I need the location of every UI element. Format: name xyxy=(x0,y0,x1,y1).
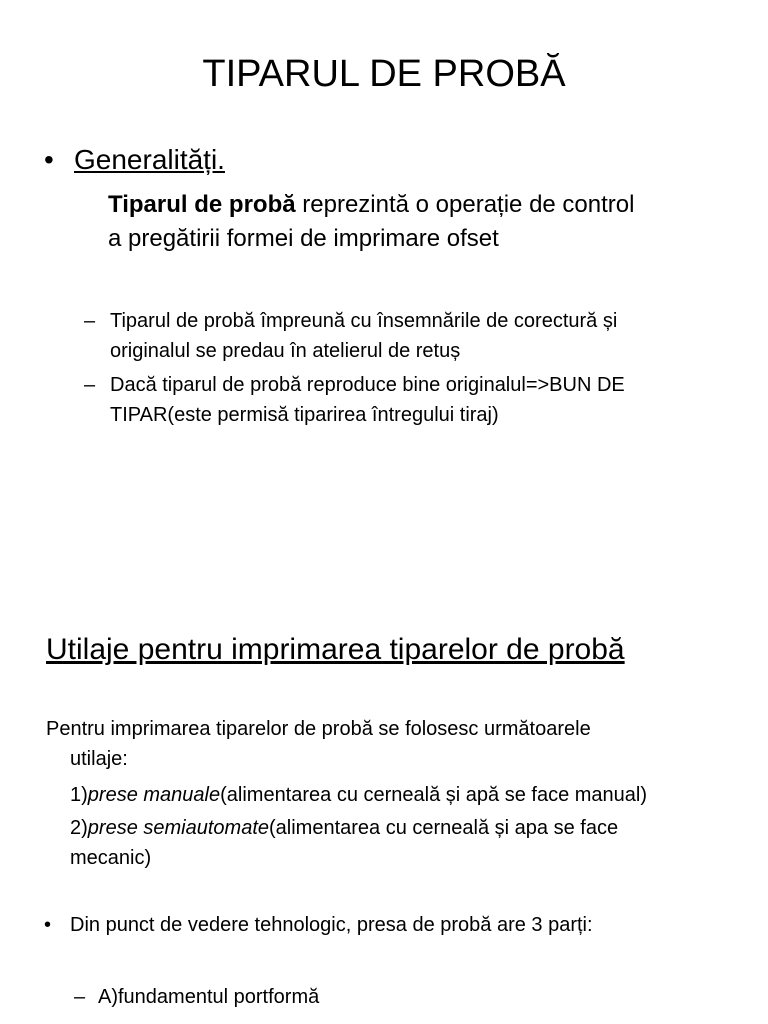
dash-item-line: TIPAR(este permisă tiparirea întregului tiraj) xyxy=(110,404,499,426)
numbered-item xyxy=(70,780,730,810)
bullet-dot: • xyxy=(44,914,52,936)
definition-term: Tiparul de probă xyxy=(108,191,296,218)
dash-mark: – xyxy=(84,374,96,396)
item-number: 2) xyxy=(70,817,88,839)
slide2-title: Utilaje pentru imprimarea tiparelor de probă xyxy=(46,633,625,666)
bullet-presa-parti xyxy=(44,910,593,940)
section-heading: Generalități. xyxy=(74,144,225,175)
intro-line: utilaje: xyxy=(70,748,128,770)
bullet-dot: • xyxy=(44,144,54,175)
dash-item-line: Tiparul de probă împreună cu însemnările de corectură și xyxy=(110,310,618,332)
item-term: prese semiautomate xyxy=(87,817,269,839)
dash-item-text: A)fundamentul portformă xyxy=(98,986,320,1008)
dash-list-item xyxy=(84,306,734,366)
dash-item-line: originalul se predau în atelierul de retuș xyxy=(110,340,461,362)
dash-list-item xyxy=(84,370,734,430)
bullet-generalitati xyxy=(44,140,225,180)
definition-text: reprezintă o operație de control xyxy=(295,191,635,218)
intro-line: Pentru imprimarea tiparelor de probă se folosesc următoarele xyxy=(46,718,591,740)
slide1-title: TIPARUL DE PROBĂ xyxy=(202,53,566,95)
intro-paragraph xyxy=(46,714,726,774)
numbered-item xyxy=(70,813,730,873)
item-text: (alimentarea cu cerneală și apa se face xyxy=(269,817,619,839)
dash-mark: – xyxy=(84,310,96,332)
dash-item-line: Dacă tiparul de probă reproduce bine originalul=>BUN DE xyxy=(110,374,625,396)
item-text-line2: mecanic) xyxy=(70,847,152,869)
item-text: (alimentarea cu cerneală și apă se face manual) xyxy=(220,784,648,806)
item-term: prese manuale xyxy=(87,784,221,806)
dash-list-item xyxy=(74,982,319,1012)
bullet-text: Din punct de vedere tehnologic, presa de probă are 3 parți: xyxy=(70,914,593,936)
item-number: 1) xyxy=(70,784,88,806)
dash-mark: – xyxy=(74,986,86,1008)
definition-text-line2: a pregătirii formei de imprimare ofset xyxy=(108,225,499,252)
definition-paragraph xyxy=(108,188,728,256)
